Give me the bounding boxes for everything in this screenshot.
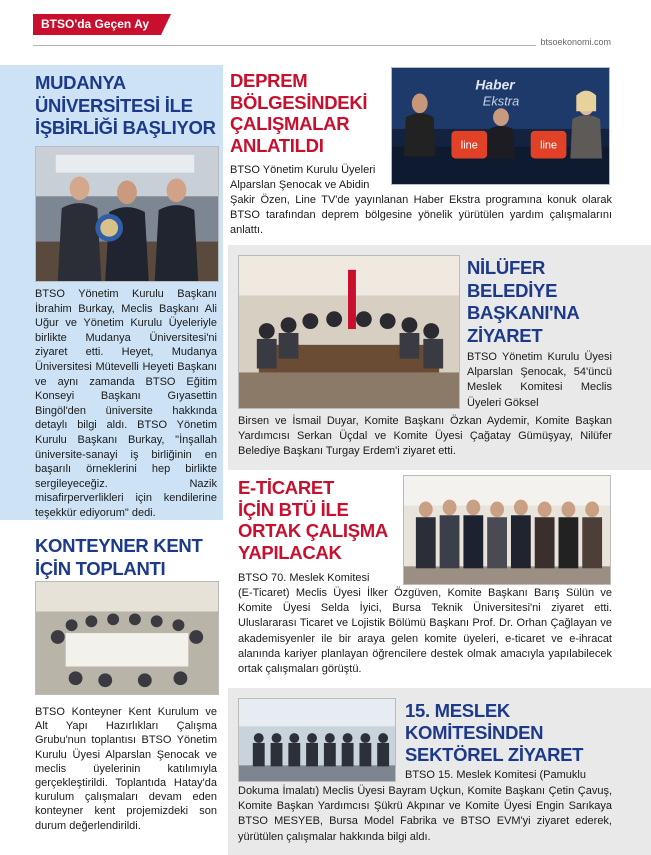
article-konteyner-title: KONTEYNER KENT İÇİN TOPLANTI <box>35 535 203 579</box>
article-konteyner-body: BTSO Konteyner Kent Kurulum ve Alt Yapı Hazırlıkları Çalışma Grubu'nun toplantısı BTSO Yönetim Kurulu Üyesi Alparslan Şenocak ve meclis üyelerinin katılımıyla gerçekleştirildi. Toplantıda Hatay'da kurulum çalışmaları devam eden konteyner kent projemizdeki son durum değerlendirildi. <box>35 706 217 832</box>
header-rule <box>33 45 611 46</box>
article-mudanya-title: MUDANYA ÜNİVERSİTESİ İLE İŞBİRLİĞİ BAŞLIYOR <box>35 72 216 138</box>
article-eticaret-title: E-TİCARET İÇİN BTÜ İLE ORTAK ÇALIŞMA YAPILACAK <box>238 477 388 563</box>
article-eticaret-body-lead: BTSO 70. Meslek Komitesi <box>238 572 370 584</box>
article-deprem-photo <box>391 67 610 185</box>
article-nilufer-body-side: BTSO Yönetim Kurulu Üyesi Alparslan Şenocak, 54'üncü Meslek Komitesi Meclis Üyeleri Göksel <box>467 351 612 409</box>
article-mudanya-photo <box>35 146 219 282</box>
article-konteyner-photo <box>35 581 219 695</box>
article-meslek15-body-lead: BTSO 15. Meslek Komitesi (Pamuklu <box>405 769 586 781</box>
article-eticaret-photo <box>403 475 611 585</box>
article-meslek15-body: Dokuma İmalatı) Meclis Üyesi Bayram Uçkun, Komite Başkanı Çetin Çavuş, Komite Başkan Yardımcısı Şükrü Akpınar ve Komite Üyesi Engin Sarıkaya BTSO MESYEB, Bursa Model Fabrika ve BTSO EVM'yi ziyaret ederek, yürütülen çalışmalar hakkında bilgi aldı. <box>238 785 612 843</box>
article-deprem-body: Şakir Özen, Line TV'de yayınlanan Haber Ekstra programına konuk olarak BTSO tarafından deprem bölgesine yönelik yürütülen yardım çalışmalarını anlattı. <box>230 194 612 236</box>
svg-text:line: line <box>460 139 478 152</box>
article-mudanya-body: BTSO Yönetim Kurulu Başkanı İbrahim Burkay, Meclis Başkanı Ali Uğur ve Yönetim Kurulu Üyeleriyle birlikte Mudanya Üniversitesi'ni ziyaret etti. Heyet, Mudanya Üniversitesi Mütevelli Heyeti Başkanı ve aynı zamanda BTSO Eğitim Konseyi Başkanı Gıyasettin Bingöl'den üniversite hakkında detaylı bilgi aldı. BTSO Yönetim Kurulu Başkanı Burkay, "İnşallah üniversite-sanayi iş birliğinin en başarılı örneklerini hep birlikte sergileyeceğiz. Nazik misafirperverlikleri için kendilerine teşekkür ediyorum" dedi. <box>35 288 217 519</box>
site-url[interactable]: btsoekonomi.com <box>536 37 611 47</box>
article-deprem-body-lead: BTSO Yönetim Kurulu Üyeleri Alparslan Şenocak ve Abidin <box>230 164 376 191</box>
article-deprem-title: DEPREM BÖLGESİNDEKİ ÇALIŞMALAR ANLATILDI <box>230 70 368 156</box>
article-nilufer-photo <box>238 255 460 409</box>
svg-text:line: line <box>540 139 558 152</box>
svg-text:Ekstra: Ekstra <box>482 93 520 109</box>
article-meslek15-title: 15. MESLEK KOMİTESİNDEN SEKTÖREL ZİYARET <box>405 700 584 765</box>
article-nilufer-title: NİLÜFER BELEDİYE BAŞKANI'NA ZİYARET <box>467 257 580 346</box>
article-nilufer-body: Birsen ve İsmail Duyar, Komite Başkanı Özkan Aydemir, Komite Başkan Yardımcısı Serkan Üçdal ve Komite Üyesi Çağatay Gümüşyay, Nilüfer Belediye Başkanı Turgay Erdem'i ziyaret etti. <box>238 415 612 458</box>
article-meslek15-photo <box>238 698 396 782</box>
svg-text:Haber: Haber <box>475 76 515 93</box>
article-eticaret-body: (E-Ticaret) Meclis Üyesi İlker Özgüven, Komite Başkanı Barış Sülün ve Komite Üyesi Selda İyici, Bursa Teknik Üniversitesi'ni ziyaret etti. Uluslararası Ticaret ve Lojistik Bölümü Başkanı Prof. Dr. Orhan Çağlayan ve akademisyenler ile bir araya gelen komite üyeleri, e-ticaret ve e-ihracat alanında kariyer planlayan öğrencilere destek olmak amacıyla yapılabilecek ortak çalışmaları görüştü. <box>238 587 612 676</box>
section-tag: BTSO'da Geçen Ay <box>33 14 161 35</box>
